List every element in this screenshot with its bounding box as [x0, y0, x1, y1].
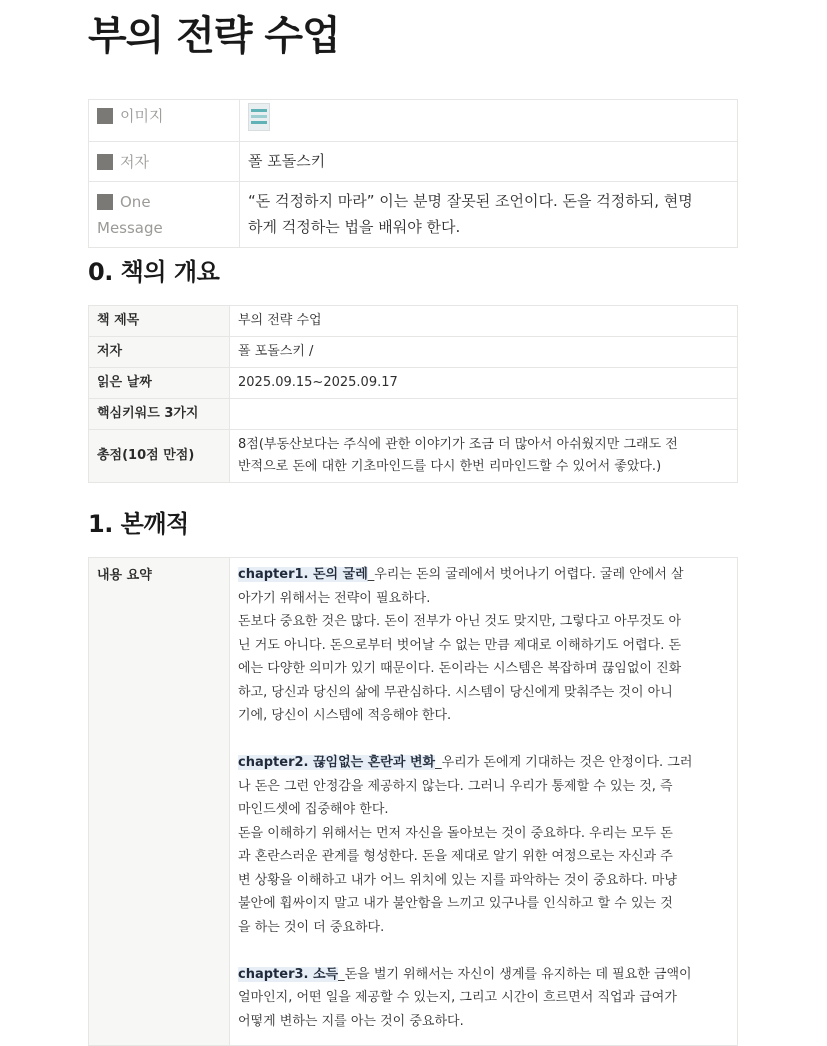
text-line: 돈보다 중요한 것은 많다. 돈이 전부가 아닌 것도 맞지만, 그렇다고 아무것도 아 [238, 614, 682, 629]
property-label: Message [97, 219, 163, 237]
text-line: 기에, 당신이 시스템에 적응해야 한다. [238, 708, 452, 723]
chapter2-label: chapter2. 끊임없는 혼란과 변화 [238, 755, 436, 770]
summary-value[interactable] [230, 558, 738, 1046]
property-value[interactable]: 폴 포돌스키 [240, 142, 738, 182]
table-row [89, 337, 738, 368]
overview-key[interactable]: 읽은 날짜 [89, 368, 230, 399]
chapter1-label: chapter1. 돈의 굴레 [238, 567, 368, 582]
main-heading: 1. 본깨적 [88, 510, 189, 538]
property-key[interactable] [89, 142, 240, 182]
overview-heading: 0. 책의 개요 [88, 258, 220, 286]
text-line: 마인드셋에 집중해야 한다. [238, 802, 389, 817]
overview-value[interactable] [230, 399, 738, 430]
score-line: 반적으로 돈에 대한 기초마인드를 다시 한번 리마인드할 수 있어서 좋았다.) [238, 459, 662, 474]
text-line: 어떻게 변하는 지를 아는 것이 중요하다. [238, 1013, 464, 1029]
table-row [89, 306, 738, 337]
chapter2-paragraph [238, 751, 729, 939]
text-line: 불안에 휩싸이지 말고 내가 불안함을 느끼고 있구나를 인식하고 할 수 있는 것 [238, 896, 673, 911]
page-title: 부의 전략 수업 [88, 13, 340, 59]
text-line: 돈을 이해하기 위해서는 먼저 자신을 돌아보는 것이 중요하다. 우리는 모두 돈 [238, 825, 673, 841]
text-line: 하고, 당신과 당신의 삶에 무관심하다. 시스템이 당신에게 맞춰주는 것이 아니 [238, 684, 673, 700]
summary-key[interactable]: 내용 요약 [89, 558, 230, 1046]
property-key[interactable] [89, 182, 240, 248]
overview-key[interactable]: 책 제목 [89, 306, 230, 337]
one-message-line: 하게 걱정하는 법을 배워야 한다. [248, 218, 461, 236]
table-row [89, 368, 738, 399]
text-line: 을 하는 것이 더 중요하다. [238, 919, 385, 935]
property-label: One [120, 193, 151, 211]
score-line: 8점(부동산보다는 주식에 관한 이야기가 조금 더 많아서 아쉬웠지만 그래도 전 [238, 437, 678, 452]
table-row [89, 558, 738, 1046]
chapter3-paragraph [238, 963, 729, 1034]
text-line: 과 혼란스러운 관계를 형성한다. 돈을 제대로 알기 위한 여정으로는 자신과 주 [238, 849, 673, 864]
text-line: _우리가 돈에게 기대하는 것은 안정이다. 그러 [435, 755, 693, 770]
overview-value[interactable]: 2025.09.15~2025.09.17 [230, 368, 738, 399]
property-key[interactable] [89, 100, 240, 142]
property-value[interactable] [240, 182, 738, 248]
overview-table [88, 305, 738, 483]
overview-value[interactable]: 폴 포돌스키 / [230, 337, 738, 368]
overview-key[interactable]: 총점(10점 만점) [89, 430, 230, 483]
overview-key[interactable]: 핵심키워드 3가지 [89, 399, 230, 430]
property-type-icon [97, 194, 113, 210]
text-line: 아가기 위해서는 전략이 필요하다. [238, 590, 431, 606]
text-line: 에는 다양한 의미가 있기 때문이다. 돈이라는 시스템은 복잡하며 끊임없이 진화 [238, 661, 682, 676]
property-label: 이미지 [120, 107, 164, 125]
one-message-line: “돈 걱정하지 마라” 이는 분명 잘못된 조언이다. 돈을 걱정하되, 현명 [248, 192, 693, 210]
property-row-image [89, 100, 738, 142]
chapter3-label: chapter3. 소득 [238, 966, 339, 982]
property-row-author [89, 142, 738, 182]
text-line: 변 상황을 이해하고 내가 어느 위치에 있는 지를 파악하는 것이 중요하다. 마냥 [238, 872, 677, 888]
summary-table [88, 557, 738, 1046]
paragraph-gap [238, 728, 729, 752]
overview-key[interactable]: 저자 [89, 337, 230, 368]
chapter1-paragraph [238, 563, 729, 728]
book-thumbnail-icon[interactable] [248, 103, 270, 131]
text-line: 닌 거도 아니다. 돈으로부터 벗어날 수 없는 만큼 제대로 이해하기도 어렵다. 돈 [238, 637, 682, 653]
text-line: 나 돈은 그런 안정감을 제공하지 않는다. 그러니 우리가 통제할 수 있는 것, 즉 [238, 778, 673, 794]
property-label: 저자 [120, 153, 149, 171]
property-value[interactable] [240, 100, 738, 142]
paragraph-gap [238, 939, 729, 963]
text-line: _우리는 돈의 굴레에서 벗어나기 어렵다. 굴레 안에서 살 [367, 567, 684, 582]
overview-value[interactable]: 부의 전략 수업 [230, 306, 738, 337]
properties-table [88, 99, 738, 248]
property-row-one-message [89, 182, 738, 248]
overview-value[interactable] [230, 430, 738, 483]
text-line: 얼마인지, 어떤 일을 제공할 수 있는지, 그리고 시간이 흐르면서 직업과 급여가 [238, 990, 677, 1005]
text-line: _돈을 벌기 위해서는 자신이 생계를 유지하는 데 필요한 금액이 [338, 966, 692, 982]
table-row [89, 399, 738, 430]
table-row [89, 430, 738, 483]
property-type-icon [97, 108, 113, 124]
property-type-icon [97, 154, 113, 170]
